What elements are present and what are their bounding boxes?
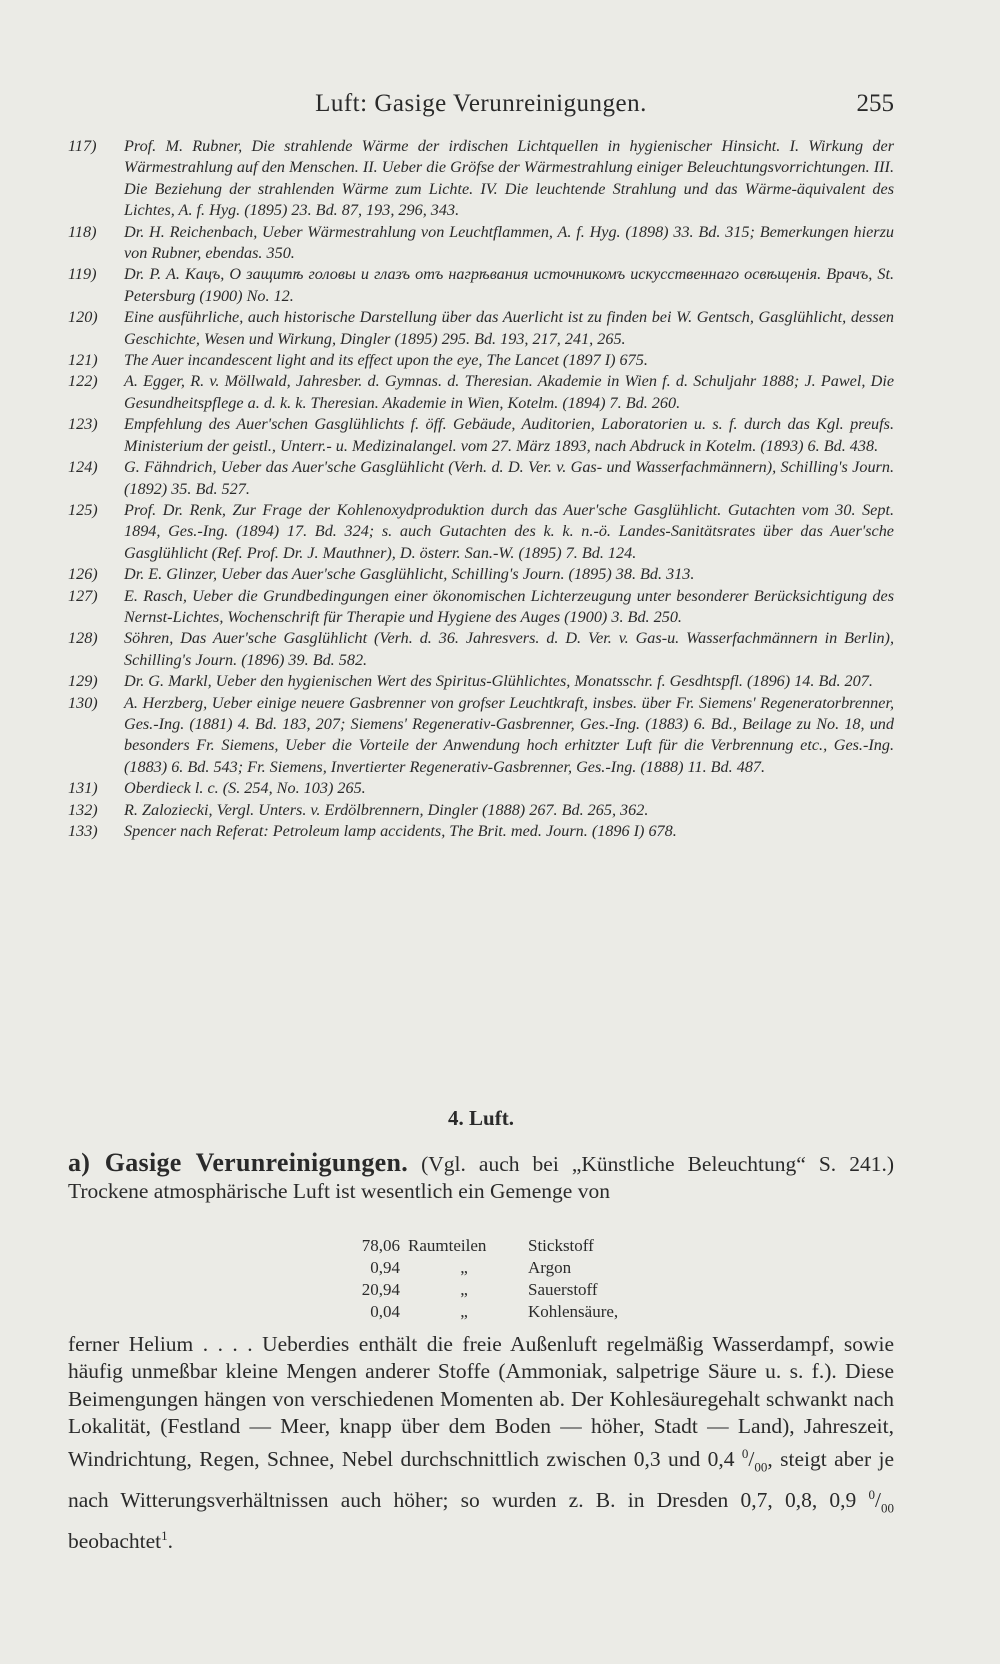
footnote-number: 131) [68, 779, 98, 798]
footnote-text: Spencer nach Referat: Petroleum lamp accidents, The Brit. med. Journ. (1896 I) 678. [124, 822, 677, 840]
footnote-text: Oberdieck l. c. (S. 254, No. 103) 265. [124, 779, 366, 798]
gas-name: Sauerstoff [528, 1280, 598, 1299]
footnote-number: 122) [68, 372, 98, 391]
table-row [340, 1235, 622, 1257]
footnote-number: 133) [68, 822, 98, 840]
footnote-number: 126) [68, 565, 98, 584]
gas-name: Stickstoff [528, 1236, 594, 1255]
footnote-number: 124) [68, 458, 98, 477]
gas-unit: „ [460, 1258, 468, 1277]
footnote-marker[interactable]: 1 [161, 1527, 168, 1543]
gas-amount: 0,94 [370, 1258, 400, 1277]
footnote-text: Prof. Dr. Renk, Zur Frage der Kohlenoxydproduktion durch das Auer'sche Gasglühlicht. Gutachten vom 30. Sept. 1894, Ges.-Ing. (1894) 17. Bd. 324; s. auch Gutachten des k. k. n.-ö. Landes-Sanitätsrates über das Auer'sche Gasglühlicht (Ref. Prof. Dr. J. Mauthner), D. österr. San.-W. (1895) 7. Bd. 124. [124, 500, 894, 562]
gas-amount: 0,04 [370, 1302, 400, 1321]
body-text-d: . [167, 1528, 173, 1553]
body-text-a: ferner Helium . . . . Ueberdies enthält die freie Außenluft regelmäßig Wasserdampf, sowie häufig unmeßbar kleine Mengen anderer Stoffe (Ammoniak, salpetrige Säure u. s. f.). Diese Beimengungen hängen von verschiedenen Momenten ab. Der Kohlesäuregehalt schwankt nach Lokalität, (Festland — Meer, knapp über dem Boden — höher, Stadt — Land), Jahreszeit, Windrichtung, Regen, Schnee, Nebel durchschnittlich zwischen 0,3 und 0,4 [68, 1332, 894, 1472]
footnote-text: Eine ausführliche, auch historische Darstellung über das Auerlicht ist zu finden bei W. Gentsch, Gasglühlicht, dessen Geschichte, Wesen und Wirkung, Dingler (1895) 295. Bd. 193, 217, 241, 265. [124, 308, 894, 348]
footnote-number: 118) [68, 222, 97, 241]
permille-bottom: 00 [881, 1500, 894, 1516]
footnote-number: 125) [68, 500, 98, 519]
footnote-number: 127) [68, 586, 98, 605]
footnote-number: 132) [68, 800, 98, 819]
footnote-text: Empfehlung des Auer'schen Gasglühlichts f. öff. Gebäude, Auditorien, Laboratorien u. s. f. durch das Kgl. preufs. Ministerium der geistl., Unterr.- u. Medizinalangel. vom 27. März 1893, nach Abdruck in Kotelm. (1893) 6. Bd. 438. [124, 415, 894, 455]
footnote-number: 121) [68, 351, 98, 370]
body-text-c: beobachtet [68, 1528, 162, 1553]
section-title: 4. Luft. [448, 1106, 514, 1130]
body-paragraph [68, 1331, 894, 1555]
gas-unit: „ [460, 1280, 468, 1299]
footnote-number: 120) [68, 308, 98, 327]
subsection-heading: a) Gasige Verunreinigungen. [68, 1148, 409, 1177]
gas-composition-table [340, 1235, 622, 1323]
gas-unit: „ [460, 1302, 468, 1321]
gas-name: Kohlensäure, [528, 1302, 619, 1321]
footnote-text: Prof. M. Rubner, Die strahlende Wärme der irdischen Lichtquellen in hygienischer Hinsicht. I. Wirkung der Wärmestrahlung auf den Menschen. II. Ueber die Gröfse der Wärmestrahlung einiger Beleuchtungsvorrichtungen. III. Die Beziehung der strahlenden Wärme zum Lichte. IV. Die leuchtende Strahlung und das Wärme-äquivalent des Lichtes, A. f. Hyg. (1895) 23. Bd. 87, 193, 296, 343. [124, 137, 894, 220]
footnote-number: 130) [68, 693, 98, 712]
footnote-text: The Auer incandescent light and its effect upon the eye, The Lancet (1897 I) 675. [124, 351, 648, 370]
intro-paragraph [68, 1149, 894, 1206]
running-title: Luft: Gasige Verunreinigungen. [315, 90, 647, 117]
gas-amount: 20,94 [361, 1280, 400, 1299]
table-row [340, 1301, 622, 1323]
permille-bottom: 00 [754, 1459, 768, 1475]
footnote-text: E. Rasch, Ueber die Grundbedingungen einer ökonomischen Lichterzeugung unter besonderer Berücksichtigung des Nernst-Lichtes, Wochenschrift für Therapie und Hygiene des Auges (1900) 3. Bd. 250. [124, 586, 894, 626]
permille-top: 0 [741, 1446, 749, 1462]
footnote-text: R. Zaloziecki, Vergl. Unters. v. Erdölbrennern, Dingler (1888) 267. Bd. 265, 362. [124, 800, 649, 819]
footnote-text: Dr. G. Markl, Ueber den hygienischen Wert des Spiritus-Glühlichtes, Monatsschr. f. Gesdhtspfl. (1896) 14. Bd. 207. [124, 672, 873, 691]
table-row [340, 1279, 622, 1301]
footnote-text: Dr. P. A. Кацъ, О защитѣ головы и глазъ отъ нагрѣвания источникомъ искусственнаго освѣщенія. Врачъ, St. Petersburg (1900) No. 12. [124, 265, 894, 305]
footnote-text: G. Fähndrich, Ueber das Auer'sche Gasglühlicht (Verh. d. D. Ver. v. Gas- und Wasserfachmännern), Schilling's Journ. (1892) 35. Bd. 527. [124, 458, 894, 498]
gas-amount: 78,06 [361, 1236, 400, 1255]
footnote-number: 117) [68, 137, 97, 155]
body-text-b: , steigt aber je nach Witterungsverhältnissen auch höher; so wurden z. B. in Dresden 0,7, 0,8, 0,9 [68, 1447, 894, 1513]
footnote-text: Dr. E. Glinzer, Ueber das Auer'sche Gasglühlicht, Schilling's Journ. (1895) 38. Bd. 313. [124, 565, 695, 584]
footnote-number: 123) [68, 415, 98, 434]
footnote-text: Dr. H. Reichenbach, Ueber Wärmestrahlung von Leuchtflammen, A. f. Hyg. (1898) 33. Bd. 315; Bemerkungen hierzu von Rubner, ebendas. 350. [124, 222, 894, 263]
permille-sign: $^0/_{00}$ [868, 1486, 894, 1516]
page-number: 255 [856, 90, 894, 117]
permille-top: 0 [868, 1486, 876, 1502]
gas-name: Argon [528, 1258, 572, 1277]
footnote-number: 119) [68, 265, 97, 284]
footnote-number: 128) [68, 629, 98, 648]
footnote-text: A. Egger, R. v. Möllwald, Jahresber. d. Gymnas. d. Theresian. Akademie in Wien f. d. Schuljahr 1888; J. Pawel, Die Gesundheitspflege a. d. k. k. Theresian. Akademie in Wien, Kotelm. (1894) 7. Bd. 260. [124, 372, 894, 412]
intro-text: (Vgl. auch bei „Künstliche Beleuchtung“ S. 241.) Trockene atmosphärische Luft ist wesentlich ein Gemenge von [68, 1152, 894, 1204]
permille-sign: $^0/_{00}$ [741, 1446, 768, 1475]
footnote-text: Söhren, Das Auer'sche Gasglühlicht (Verh. d. 36. Jahresvers. d. D. Ver. v. Gas-u. Wasserfachmännern in Berlin), Schilling's Journ. (1896) 39. Bd. 582. [124, 629, 894, 669]
footnote-text: A. Herzberg, Ueber einige neuere Gasbrenner von grofser Leuchtkraft, insbes. über Fr. Siemens' Regeneratorbrenner, Ges.-Ing. (1881) 4. Bd. 183, 207; Siemens' Regenerativ-Gasbrenner, Ges.-Ing. (1883) 6. Bd., Beilage zu No. 18, und besonders Fr. Siemens, Ueber die Vorteile der Anwendung hoch erhitzter Luft für die Verbrennung etc., Ges.-Ing. (1883) 6. Bd. 543; Fr. Siemens, Invertierter Regenerativ-Gasbrenner, Ges.-Ing. (1888) 11. Bd. 487. [124, 693, 894, 776]
table-row [340, 1257, 622, 1279]
gas-unit: Raumteilen [408, 1236, 487, 1255]
footnote-number: 129) [68, 672, 98, 691]
